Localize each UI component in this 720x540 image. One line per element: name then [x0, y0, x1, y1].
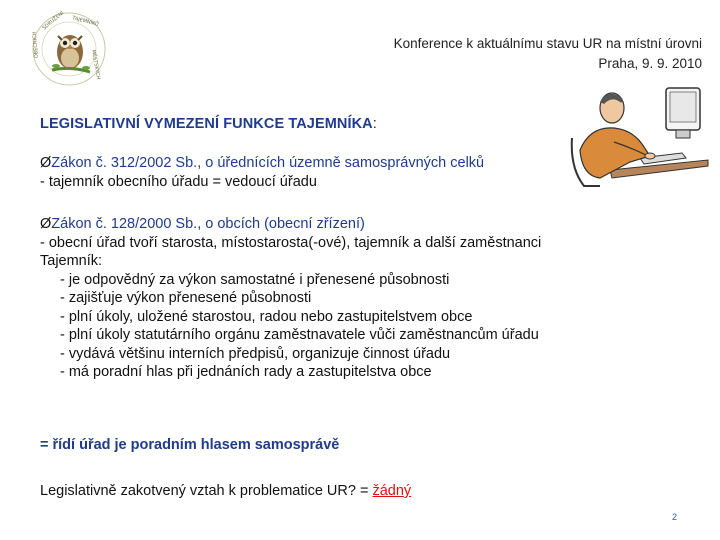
tajemnik-label: Tajemník:: [40, 253, 103, 269]
duty-item: - plní úkoly statutárního orgánu zaměstnavatele vůči zaměstnancům úřadu: [60, 327, 539, 343]
slide-title-colon: :: [372, 116, 377, 132]
page-number: 2: [671, 512, 677, 522]
conference-header: [394, 34, 702, 74]
slide-title-text: LEGISLATIVNÍ VYMEZENÍ FUNKCE TAJEMNÍKA: [40, 116, 373, 132]
svg-text:OBECNÍCH: OBECNÍCH: [31, 31, 40, 59]
duty-item: - je odpovědný za výkon samostatné i přenesené působnosti: [60, 271, 450, 288]
conference-title: Konference k aktuálnímu stavu UR na místní úrovni: [393, 36, 702, 51]
owl-seal-logo: [30, 10, 108, 88]
section-law-312: [40, 154, 484, 191]
duty-item: - zajišťuje výkon přenesené působnosti: [60, 290, 312, 306]
conference-date: Praha, 9. 9. 2010: [598, 56, 702, 71]
duty-item: - má poradní hlas při jednáních rady a zastupitelstva obce: [60, 364, 432, 380]
arrow-bullet-icon: Ø: [40, 155, 52, 171]
legislative-relation: [40, 483, 411, 499]
svg-text:TAJEMNÍKŮ: TAJEMNÍKŮ: [71, 15, 100, 28]
law-128-heading: [40, 215, 541, 234]
duty-item: - vydává většinu interních předpisů, organizuje činnost úřadu: [60, 345, 451, 362]
law-312-line: - tajemník obecního úřadu = vedoucí úřadu: [40, 173, 317, 190]
summary-statement: = řídí úřad je poradním hlasem samosprávě: [40, 437, 340, 453]
law-312-title: Zákon č. 312/2002 Sb., o úřednících územně samosprávných celků: [51, 155, 485, 171]
law-128-title: Zákon č. 128/2000 Sb., o obcích (obecní zřízení): [51, 216, 365, 232]
legislative-answer: žádný: [372, 483, 412, 499]
arrow-bullet-icon: Ø: [40, 216, 52, 232]
law-128-line: - obecní úřad tvoří starosta, místostarosta(-ové), tajemník a další zaměstnanci: [40, 234, 542, 251]
svg-text:SDRUŽENÍ: SDRUŽENÍ: [41, 10, 66, 32]
svg-text:MĚSTSKÝCH: MĚSTSKÝCH: [90, 49, 102, 80]
section-law-128: [40, 215, 541, 382]
law-312-heading: [40, 154, 484, 173]
slide-title: [40, 116, 377, 132]
person-at-computer-clipart: [570, 78, 710, 196]
duty-item: - plní úkoly, uložené starostou, radou nebo zastupitelstvem obce: [60, 308, 473, 325]
legislative-question: Legislativně zakotvený vztah k problematice UR? =: [40, 483, 373, 499]
